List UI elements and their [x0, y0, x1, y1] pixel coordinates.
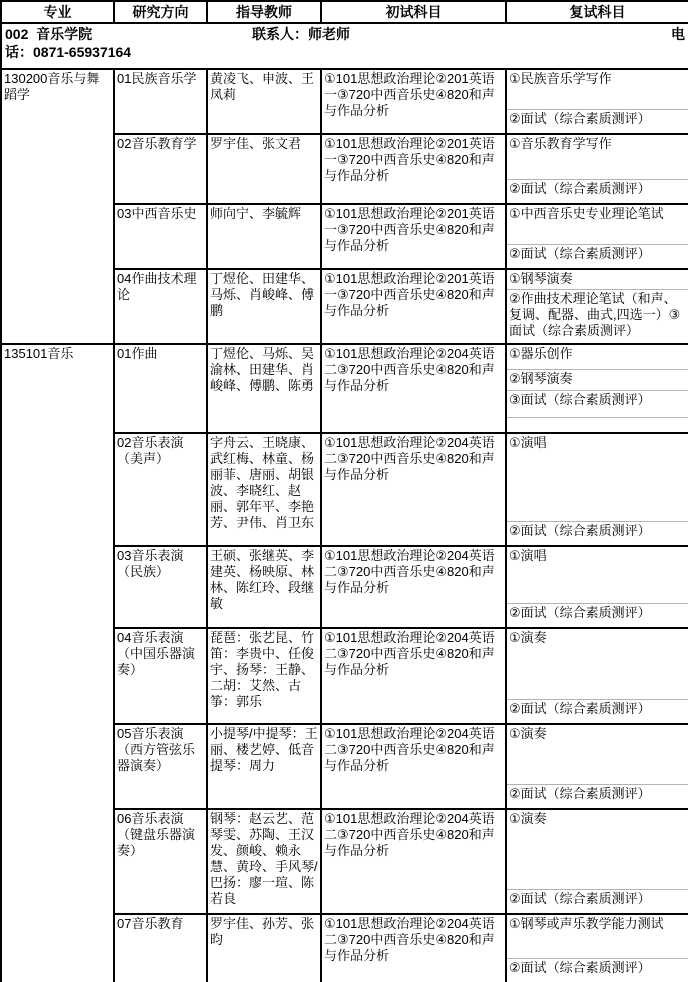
retest-item: ③面试（综合素质测评）: [507, 390, 688, 417]
initial-exam-cell: ①101思想政治理论②204英语二③720中西音乐史④820和声与作品分析: [321, 546, 506, 628]
initial-exam-cell: ①101思想政治理论②201英语一③720中西音乐史④820和声与作品分析: [321, 134, 506, 204]
table-row: [1, 69, 688, 134]
direction-cell: 04作曲技术理论: [114, 269, 207, 344]
advisors-cell: 小提琴/中提琴：王丽、楼艺婷、低音提琴：周力: [207, 724, 321, 809]
column-header-major: 专业: [1, 1, 114, 23]
phone-number: 话：0871-65937164: [5, 44, 132, 60]
advisors-cell: 罗宇佳、孙芳、张昀: [207, 914, 321, 982]
direction-cell: 03音乐表演（民族）: [114, 546, 207, 628]
column-header-initial-exam: 初试科目: [321, 1, 506, 23]
direction-cell: 01作曲: [114, 344, 207, 433]
initial-exam-cell: ①101思想政治理论②201英语一③720中西音乐史④820和声与作品分析: [321, 204, 506, 269]
retest-cell: [506, 344, 688, 433]
initial-exam-cell: ①101思想政治理论②204英语二③720中西音乐史④820和声与作品分析: [321, 628, 506, 724]
initial-exam-cell: ①101思想政治理论②204英语二③720中西音乐史④820和声与作品分析: [321, 724, 506, 809]
retest-item: ②面试（综合素质测评）: [507, 699, 688, 721]
advisors-cell: 钢琴：赵云艺、范琴雯、苏陶、王汉发、颜峻、赖永慧、黄玲、手风琴/巴扬：廖一瑄、陈若良: [207, 809, 321, 914]
retest-item: ②面试（综合素质测评）: [507, 244, 688, 266]
retest-item: ②钢琴演奏: [507, 369, 688, 390]
retest-item: ②面试（综合素质测评）: [507, 179, 688, 201]
retest-item: ①民族音乐学写作: [509, 71, 612, 86]
direction-cell: 05音乐表演（西方管弦乐器演奏）: [114, 724, 207, 809]
advisors-cell: 黄凌飞、申波、王凤莉: [207, 69, 321, 134]
retest-cell: [506, 69, 688, 134]
direction-cell: 02音乐表演（美声）: [114, 433, 207, 546]
retest-item: [507, 417, 688, 430]
initial-exam-cell: ①101思想政治理论②204英语二③720中西音乐史④820和声与作品分析: [321, 914, 506, 982]
retest-cell: [506, 809, 688, 914]
retest-cell: [506, 269, 688, 344]
retest-cell: [506, 433, 688, 546]
retest-item: ②面试（综合素质测评）: [507, 521, 688, 543]
initial-exam-cell: ①101思想政治理论②204英语二③720中西音乐史④820和声与作品分析: [321, 809, 506, 914]
direction-cell: 04音乐表演（中国乐器演奏）: [114, 628, 207, 724]
retest-item: ①音乐教育学写作: [509, 136, 612, 151]
advisors-cell: 王硕、张继英、李建英、杨映原、林林、陈红玲、段继敏: [207, 546, 321, 628]
initial-exam-cell: ①101思想政治理论②201英语一③720中西音乐史④820和声与作品分析: [321, 69, 506, 134]
column-header-direction: 研究方向: [114, 1, 207, 23]
advisors-cell: 罗宇佳、张文君: [207, 134, 321, 204]
header-row: [1, 1, 688, 23]
advisors-cell: 琵琶：张艺昆、竹笛：李贵中、任俊宇、扬琴：王静、二胡：艾然、古筝：郭乐: [207, 628, 321, 724]
direction-cell: 03中西音乐史: [114, 204, 207, 269]
advisors-cell: 字舟云、王晓康、武红梅、林童、杨丽菲、唐丽、胡银波、李晓红、赵丽、郭年平、李艳芳、尹伟、肖卫东: [207, 433, 321, 546]
contact-row: [1, 23, 688, 69]
advisors-cell: 丁煜伦、马烁、吴渝林、田建华、肖峻峰、傅鹏、陈勇: [207, 344, 321, 433]
retest-item: ①演奏: [509, 726, 547, 741]
retest-item: ①中西音乐史专业理论笔试: [509, 206, 664, 221]
retest-cell: [506, 628, 688, 724]
retest-item: ①演唱: [509, 548, 547, 563]
direction-cell: 06音乐表演（键盘乐器演奏）: [114, 809, 207, 914]
retest-cell: [506, 204, 688, 269]
retest-item: ①钢琴演奏: [509, 271, 573, 286]
retest-cell: [506, 914, 688, 982]
column-header-advisor: 指导教师: [207, 1, 321, 23]
major-cell: 130200音乐与舞蹈学: [1, 69, 114, 344]
retest-cell: [506, 546, 688, 628]
direction-cell: 07音乐教育: [114, 914, 207, 982]
retest-item: ①演奏: [509, 811, 547, 826]
retest-item: ①演奏: [509, 630, 547, 645]
retest-item: ②面试（综合素质测评）: [507, 603, 688, 625]
direction-cell: 02音乐教育学: [114, 134, 207, 204]
column-header-retest: 复试科目: [506, 1, 688, 23]
major-cell: 135101音乐: [1, 344, 114, 982]
retest-item: ②作曲技术理论笔试（和声、复调、配器、曲式,四选一）③面试（综合素质测评）: [507, 289, 688, 341]
retest-item: ②面试（综合素质测评）: [507, 784, 688, 806]
direction-cell: 01民族音乐学: [114, 69, 207, 134]
retest-item: ②面试（综合素质测评）: [507, 109, 688, 131]
department-code-name: 002 音乐学院: [5, 26, 93, 42]
table-row: [1, 344, 688, 433]
contact-person: 联系人：师老师: [252, 26, 350, 42]
advisors-cell: 丁煜伦、田建华、马烁、肖峻峰、傅鹏: [207, 269, 321, 344]
initial-exam-cell: ①101思想政治理论②201英语一③720中西音乐史④820和声与作品分析: [321, 269, 506, 344]
initial-exam-cell: ①101思想政治理论②204英语二③720中西音乐史④820和声与作品分析: [321, 344, 506, 433]
retest-cell: [506, 724, 688, 809]
retest-item: ①钢琴或声乐教学能力测试: [509, 916, 664, 931]
retest-item: ①器乐创作: [509, 346, 573, 361]
contact-cell: [1, 23, 688, 69]
retest-item: ②面试（综合素质测评）: [507, 958, 688, 980]
retest-item: ①演唱: [509, 435, 547, 450]
retest-item: ②面试（综合素质测评）: [507, 889, 688, 911]
retest-cell: [506, 134, 688, 204]
phone-label-wrap-char: 电: [671, 26, 685, 42]
advisors-cell: 师向宁、李毓辉: [207, 204, 321, 269]
initial-exam-cell: ①101思想政治理论②204英语二③720中西音乐史④820和声与作品分析: [321, 433, 506, 546]
contact-wrap: [2, 24, 688, 66]
